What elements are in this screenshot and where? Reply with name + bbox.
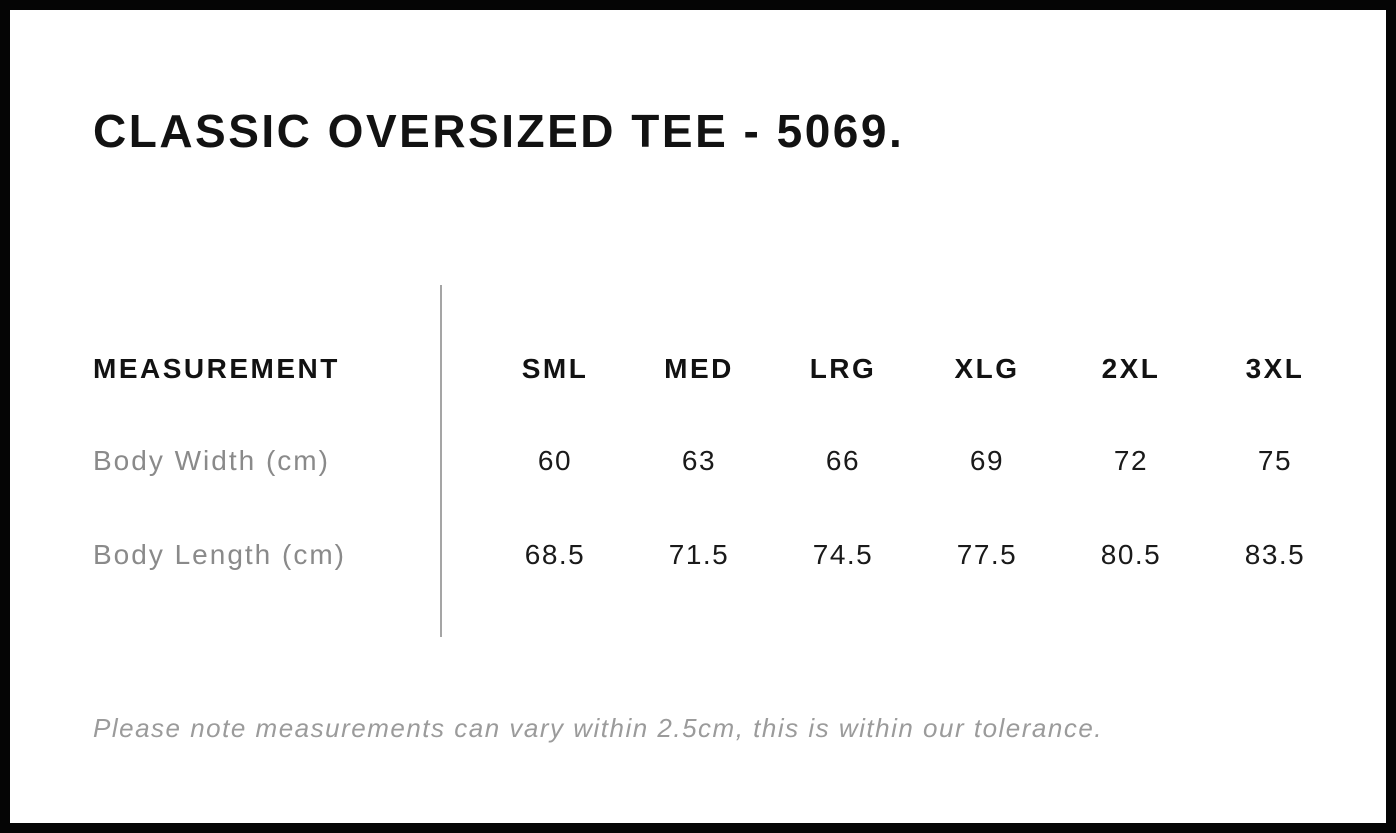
body-length-value-3xl: 83.5 xyxy=(1244,539,1306,570)
body-width-value-xlg: 69 xyxy=(969,445,1005,476)
body-length-value-sml: 68.5 xyxy=(524,539,586,570)
measurement-column-header: MEASUREMENT xyxy=(93,353,340,384)
page-title: CLASSIC OVERSIZED TEE - 5069. xyxy=(93,105,905,157)
body-width-value-2xl: 72 xyxy=(1113,445,1149,476)
col-header-sml: SML xyxy=(521,353,589,384)
size-chart-table xyxy=(93,285,1357,637)
body-length-value-xlg: 77.5 xyxy=(956,539,1018,570)
body-length-value-med: 71.5 xyxy=(668,539,730,570)
body-length-value-lrg: 74.5 xyxy=(812,539,874,570)
table-row-body-width xyxy=(93,444,1357,478)
row-label-body-length: Body Length (cm) xyxy=(93,539,346,570)
body-width-value-med: 63 xyxy=(681,445,717,476)
tolerance-note: Please note measurements can vary within 2.5cm, this is within our tolerance. xyxy=(93,713,1104,743)
body-width-value-sml: 60 xyxy=(537,445,573,476)
col-header-lrg: LRG xyxy=(809,353,877,384)
col-header-3xl: 3XL xyxy=(1245,353,1305,384)
body-width-value-lrg: 66 xyxy=(825,445,861,476)
table-row-body-length xyxy=(93,538,1357,572)
col-header-med: MED xyxy=(664,353,734,384)
body-length-value-2xl: 80.5 xyxy=(1100,539,1162,570)
col-header-2xl: 2XL xyxy=(1101,353,1161,384)
body-width-value-3xl: 75 xyxy=(1257,445,1293,476)
row-label-body-width: Body Width (cm) xyxy=(93,445,330,476)
col-header-xlg: XLG xyxy=(954,353,1020,384)
table-header-row xyxy=(93,352,1357,386)
